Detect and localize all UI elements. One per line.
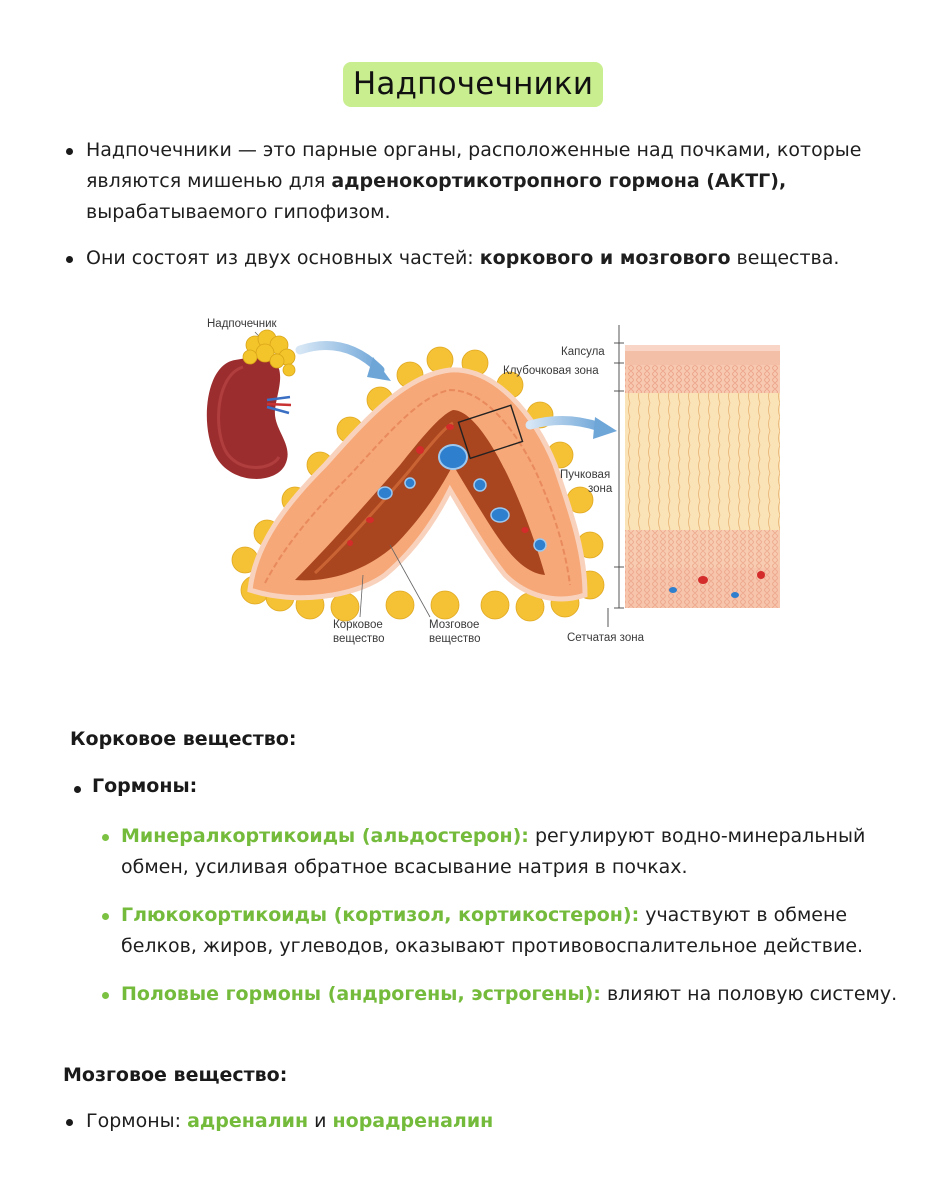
label-medulla-2: вещество: [429, 633, 481, 645]
intro-paragraph-2: [86, 243, 886, 274]
label-cortex-1: Корковое: [333, 619, 383, 631]
parts-term: коркового и мозгового: [479, 247, 731, 269]
intro-text: вещества.: [730, 247, 840, 269]
hormone-desc: обмен, усиливая обратное всасывание натрия в почках.: [121, 856, 688, 878]
green-bullet: [102, 913, 109, 920]
intro-line-2: [86, 166, 886, 197]
label-fascicular-2: зона: [588, 483, 613, 495]
hormone-desc: участвуют в обмене: [639, 904, 848, 926]
intro-paragraph-1: [86, 135, 886, 228]
cortex-item-3: [121, 979, 921, 1010]
label-capsule: Капсула: [561, 346, 605, 358]
label-cortex-2: вещество: [333, 633, 385, 645]
hormone-desc: влияют на половую систему.: [600, 983, 898, 1005]
adrenal-gland-diagram: [195, 305, 795, 650]
bullet: [66, 148, 73, 155]
label-fascicular-1: Пучковая: [560, 469, 611, 481]
gland-cross-section: [232, 347, 604, 621]
label-medulla-1: Мозговое: [429, 619, 480, 631]
histology-section: [625, 345, 780, 608]
kidney-illustration: [207, 330, 295, 479]
label-adrenal: Надпочечник: [207, 318, 277, 330]
arrow-head: [593, 417, 617, 439]
green-bullet: [102, 834, 109, 841]
hormone-adrenaline: адреналин: [187, 1110, 309, 1132]
conjunction: и: [308, 1110, 333, 1132]
hormone-noradrenaline: норадреналин: [332, 1110, 494, 1132]
arrow-2: [530, 420, 600, 427]
hormone-desc: белков, жиров, углеводов, оказывают противовоспалительное действие.: [121, 935, 864, 957]
arrow-1: [300, 346, 380, 371]
hormone-term: Половые гормоны (андрогены, эстрогены):: [121, 983, 601, 1005]
cortex-hormones-label: Гормоны:: [92, 775, 198, 797]
bullet: [74, 786, 81, 793]
label-glomerular-zone: Клубочковая зона: [503, 365, 599, 377]
cortex-heading: Корковое вещество:: [70, 728, 297, 750]
intro-line-1: Надпочечники — это парные органы, расположенные над почками, которые: [86, 139, 862, 161]
intro-line-3: вырабатываемого гипофизом.: [86, 201, 391, 223]
zone-brackets: [608, 325, 624, 627]
bullet: [66, 256, 73, 263]
cortex-item-1: [121, 821, 901, 883]
hormone-term: Минералкортикоиды (альдостерон):: [121, 825, 529, 847]
medulla-heading: Мозговое вещество:: [63, 1064, 288, 1086]
title-wrap: [0, 62, 946, 107]
hormone-term: Глюкокортикоиды (кортизол, кортикостерон):: [121, 904, 640, 926]
cortex-item-2: [121, 900, 921, 962]
bullet: [66, 1119, 73, 1126]
hormone-desc: регулируют водно-минеральный: [528, 825, 866, 847]
green-bullet: [102, 992, 109, 999]
label-reticular-zone: Сетчатая зона: [567, 632, 644, 644]
intro-text: Они состоят из двух основных частей:: [86, 247, 480, 269]
intro-text: являются мишенью для: [86, 170, 332, 192]
medulla-hormones: [86, 1106, 493, 1137]
medulla-hormones-label: Гормоны:: [86, 1110, 188, 1132]
acth-term: адренокортикотропного гормона (АКТГ),: [331, 170, 787, 192]
page-title: Надпочечники: [343, 62, 603, 107]
